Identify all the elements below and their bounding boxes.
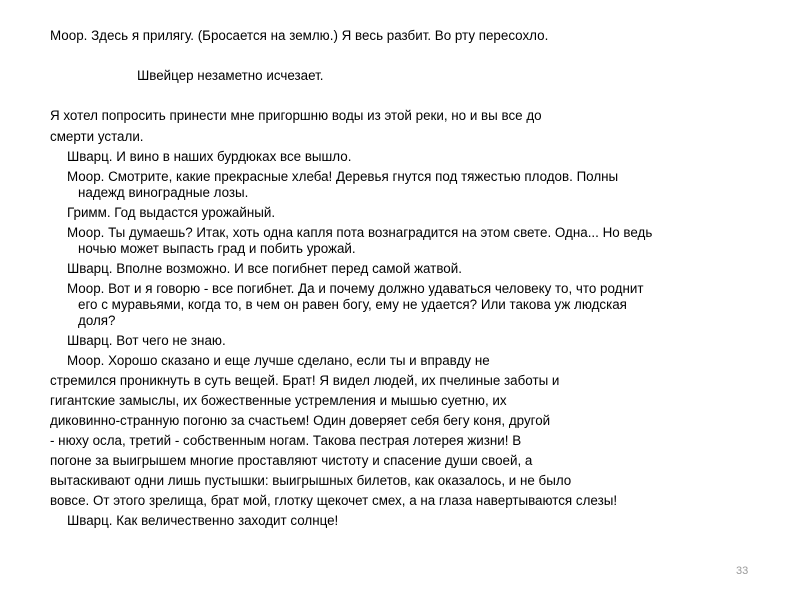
text-line: гигантские замыслы, их божественные устремления и мышью суетню, их — [50, 393, 507, 408]
page-number: 33 — [736, 565, 749, 577]
text-line: вовсе. От этого зрелища, брат мой, глотку щекочет смех, а на глаза навертываются слезы! — [50, 493, 618, 508]
text-line: Шварц. Как величественно заходит солнце! — [67, 513, 339, 528]
text-line: - нюху осла, третий - собственным ногам. Такова пестрая лотерея жизни! В — [50, 433, 522, 448]
text-line: погоне за выигрышем многие проставляют чистоту и спасение души своей, а — [50, 453, 533, 468]
text-line: вытаскивают одни лишь пустышки: выигрышных билетов, как оказалось, и не было — [50, 473, 572, 488]
text-line: Гримм. Год выдастся урожайный. — [67, 205, 276, 220]
text-line: смерти устали. — [50, 129, 144, 144]
text-line: Моор. Ты думаешь? Итак, хоть одна капля пота вознаградится на этом свете. Одна... Но ведь — [67, 225, 653, 240]
text-line: Моор. Здесь я прилягу. (Бросается на землю.) Я весь разбит. Во рту пересохло. — [50, 28, 549, 43]
text-line: Шварц. Вот чего не знаю. — [67, 333, 226, 348]
text-line: диковинно-странную погоню за счастьем! Один доверяет себя бегу коня, другой — [50, 413, 551, 428]
text-line: Шварц. И вино в наших бурдюках все вышло. — [67, 149, 352, 164]
text-line: стремился проникнуть в суть вещей. Брат! Я видел людей, их пчелиные заботы и — [50, 373, 560, 388]
text-line: Моор. Смотрите, какие прекрасные хлеба! Деревья гнутся под тяжестью плодов. Полны — [67, 169, 619, 184]
text-line: Шварц. Вполне возможно. И все погибнет перед самой жатвой. — [67, 261, 462, 276]
text-line: доля? — [78, 313, 116, 328]
text-line: Моор. Хорошо сказано и еще лучше сделано, если ты и вправду не — [67, 353, 490, 368]
text-line: его с муравьями, когда то, в чем он равен богу, ему не удается? Или такова уж людская — [78, 297, 627, 312]
text-line: Моор. Вот и я говорю - все погибнет. Да и почему должно удаваться человеку то, что роднит — [67, 281, 644, 296]
stage-direction: Швейцер незаметно исчезает. — [137, 68, 324, 83]
text-line: надежд виноградные лозы. — [78, 185, 249, 200]
text-line: Я хотел попросить принести мне пригоршню воды из этой реки, но и вы все до — [50, 108, 542, 123]
text-line: ночью может выпасть град и побить урожай. — [78, 241, 356, 256]
